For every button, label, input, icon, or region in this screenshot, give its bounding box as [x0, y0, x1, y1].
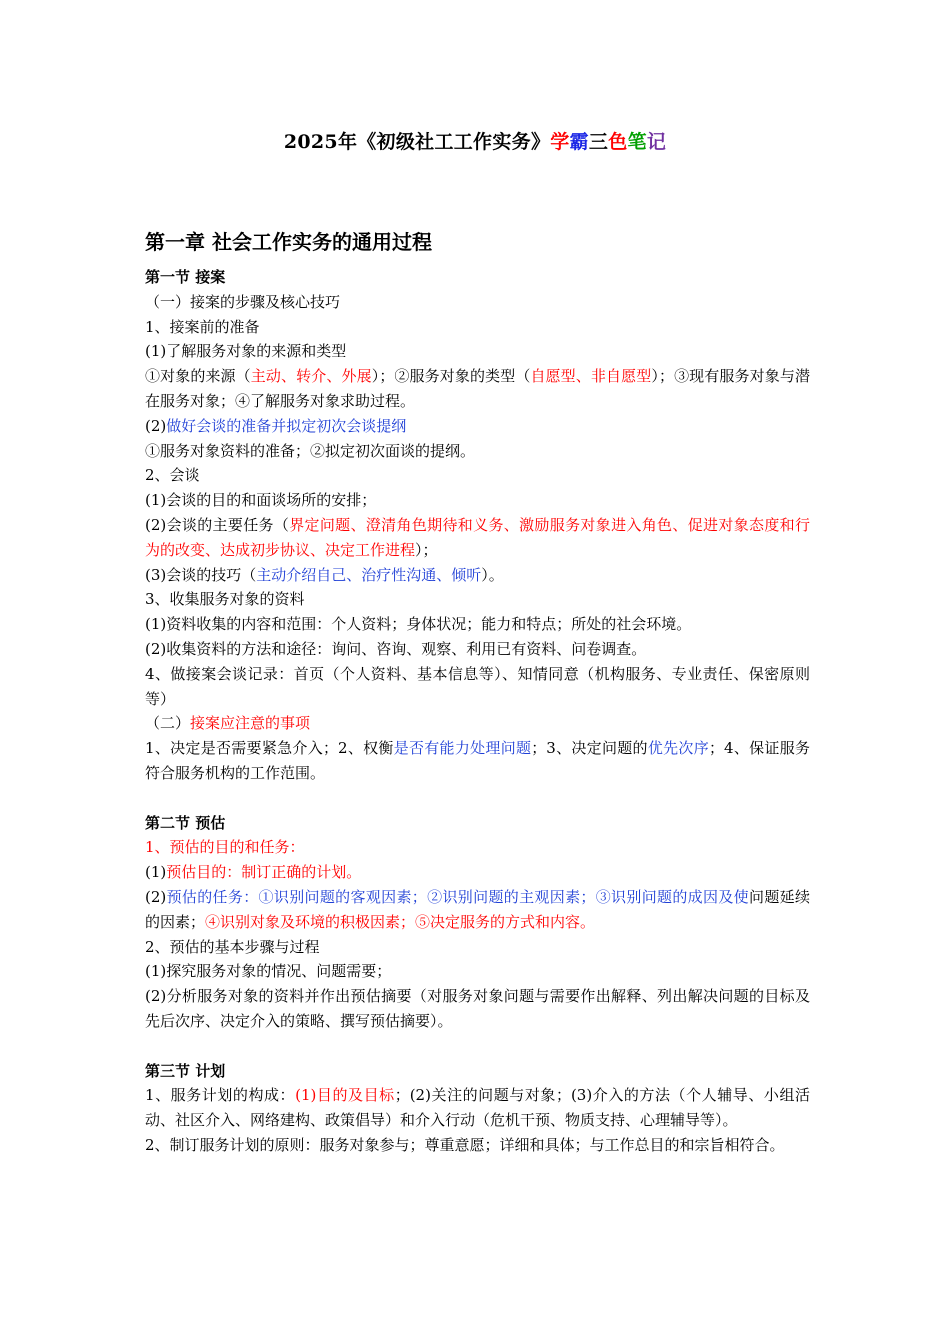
paragraph: 3、收集服务对象的资料	[145, 590, 305, 609]
paragraph: ①服务对象资料的准备；②拟定初次面谈的提纲。	[145, 441, 476, 460]
paragraph	[145, 885, 810, 935]
highlight-blue: 是否有能力处理问题	[393, 739, 532, 758]
paragraph	[145, 513, 810, 563]
text-span: 问题延续的因素；	[145, 887, 810, 931]
paragraph: 2、会谈	[145, 466, 200, 485]
text-span: ）；	[415, 540, 438, 559]
paragraph	[145, 1083, 810, 1133]
highlight-red: 界定问题、澄清角色期待和义务、激励服务对象进入角色、促进对象态度和行为的改变、达成初步协议、决定工作进程	[145, 515, 810, 559]
text-span: ）；③现有服务对象与潜在服务对象；④了解服务对象求助过程。	[145, 367, 810, 410]
highlight-red: 自愿型、非自愿型	[530, 367, 652, 386]
paragraph	[145, 736, 810, 786]
highlight-blue: 主动介绍自己、治疗性沟通、倾听	[256, 565, 482, 584]
title-san: 三	[588, 131, 609, 153]
text-span: ；3、决定问题的	[531, 739, 648, 758]
text-span: (2)会谈的主要任务（	[145, 515, 290, 534]
highlight-red: 预估目的：制订正确的计划。	[166, 863, 362, 882]
text-span: ）；②服务对象的类型（	[371, 367, 531, 386]
spacer	[145, 1034, 810, 1059]
title-ba: 霸	[569, 131, 589, 153]
paragraph: 1、预估的目的和任务：	[145, 838, 305, 857]
paragraph: (2)收集资料的方法和途径：询问、咨询、观察、利用已有资料、问卷调查。	[145, 639, 647, 658]
highlight-blue: 做好会谈的准备并拟定初次会谈提纲	[166, 416, 407, 435]
text-span: ）。	[481, 565, 504, 584]
highlight-blue: 优先次序	[647, 739, 709, 758]
paragraph: (1)了解服务对象的来源和类型	[145, 342, 347, 361]
text-span: ①对象的来源（	[145, 367, 251, 386]
text-span: 1、决定是否需要紧急介入；2、权衡	[145, 739, 394, 758]
paragraph: 1、接案前的准备	[145, 317, 260, 336]
text-span: ；4、保证服务符合服务机构的工作范围。	[145, 739, 810, 782]
title-bi: 笔	[627, 131, 647, 153]
text-span: ；(2)关注的问题与对象；(3)介入的方法（个人辅导、小组活动、社区介入、网络建构、政策倡导）和介入行动（危机干预、物质支持、心理辅导等）。	[145, 1086, 811, 1130]
subheading: （一）接案的步骤及核心技巧	[145, 292, 341, 311]
document-body	[145, 265, 810, 1158]
text-span: (1)	[145, 863, 167, 882]
subheading	[145, 711, 810, 736]
paragraph	[145, 364, 810, 414]
highlight-blue: 预估的任务：①识别问题的客观因素；②识别问题的主观因素；③识别问题的成因及使	[166, 887, 749, 906]
text-span: (3)会谈的技巧（	[145, 565, 257, 584]
paragraph	[145, 414, 810, 439]
highlight-red: (1)目的及目标	[295, 1086, 395, 1105]
text-span: (2)	[145, 887, 167, 906]
paragraph: (2)分析服务对象的资料并作出预估摘要（对服务对象问题与需要作出解释、列出解决问题的目标及先后次序、决定介入的策略、撰写预估摘要）。	[145, 987, 810, 1030]
paragraph: (1)探究服务对象的情况、问题需要；	[145, 962, 392, 981]
title-ji: 记	[646, 131, 667, 153]
section-heading: 第一节 接案	[145, 268, 226, 286]
title-xue: 学	[550, 131, 570, 153]
highlight-red: 主动、转介、外展	[250, 367, 372, 386]
highlight-red: ④识别对象及环境的积极因素；⑤决定服务的方式和内容。	[205, 912, 596, 931]
paragraph	[145, 860, 810, 885]
text-span: 1、服务计划的构成：	[145, 1086, 296, 1105]
paragraph: 2、预估的基本步骤与过程	[145, 937, 320, 956]
section-heading: 第三节 计划	[145, 1061, 226, 1080]
chapter-heading: 第一章 社会工作实务的通用过程	[145, 230, 432, 254]
paragraph: (1)资料收集的内容和范围：个人资料；身体状况；能力和特点；所处的社会环境。	[145, 615, 692, 634]
title-main: 2025年《初级社工工作实务》	[283, 131, 551, 153]
paragraph: 2、制订服务计划的原则：服务对象参与；尊重意愿；详细和具体；与工作总目的和宗旨相符合。	[145, 1135, 785, 1154]
text-span: (2)	[145, 416, 167, 435]
paragraph: 4、做接案会谈记录：首页（个人资料、基本信息等）、知情同意（机构服务、专业责任、保密原则等）	[145, 664, 810, 708]
title-se: 色	[608, 131, 628, 153]
highlight-red: 接案应注意的事项	[190, 714, 311, 733]
spacer	[145, 786, 810, 811]
paragraph	[145, 563, 810, 588]
text-span: （二）	[145, 714, 191, 733]
document-title	[0, 127, 950, 154]
section-heading: 第二节 预估	[145, 813, 226, 832]
paragraph: (1)会谈的目的和面谈场所的安排；	[145, 491, 377, 510]
